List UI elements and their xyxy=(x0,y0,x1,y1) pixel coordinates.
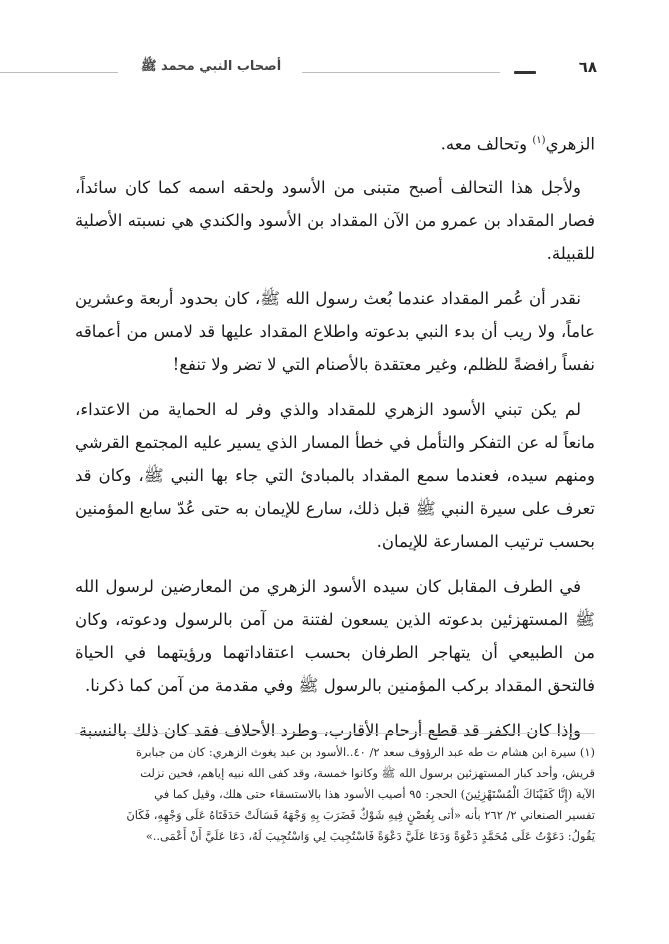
paragraph-6: وإذا كان الكفر قد قطع أرحام الأقارب، وطرد الأحلاف فقد كان ذلك بالنسبة xyxy=(78,720,581,740)
paragraph-5: في الطرف المقابل كان سيده الأسود الزهري من المعارضين لرسول الله ﷺ المستهزئين بدعوته الذين يسعون لفتنة من آمن بالرسول ودعوته، وكان من الطبيعي أن يتهاجر الطرفان بحسب اعتقاداتهما ورؤيتهما في الحياة فالتحق المقداد بركب المؤمنين بالرسول ﷺ وفي مقدمة من آمن كما ذكرنا. xyxy=(75,576,595,695)
running-header xyxy=(0,58,669,88)
paragraph-1 xyxy=(75,124,595,161)
book-title: أصحاب النبي محمد ﷺ xyxy=(140,59,282,74)
header-rule-left xyxy=(0,72,118,73)
header-dash xyxy=(514,71,536,74)
footnote-line-4: تفسير الصنعاني ٢/ ٢٦٢ بأنه «أتى بِغُصْنٍ فِيهِ شَوْكٌ فَضَرَبَ بِهِ وَجْهَهُ فَسَالَتْ حَدَقَتَاهُ عَلَى وَجْهِهِ، فَكَانَ xyxy=(126,808,595,822)
header-rule-middle xyxy=(302,72,500,73)
first-para-prefix: الزهري xyxy=(545,134,595,154)
footnote-line-5: يَقُولُ: دَعَوْتُ عَلَى مُحَمَّدٍ دَعْوَةً وَدَعَا عَلَيَّ دَعْوَةً فَاسْتُجِيبَ لِي وَاسْتُجِيبَ لَهُ، دَعَا عَلَيَّ أَنْ أَعْمَى..» xyxy=(145,829,595,843)
paragraph-1-text: وتحالف معه. xyxy=(440,134,528,154)
page-number: ٦٨ xyxy=(578,58,597,76)
footnote-line-1: (١) سيرة ابن هشام ت طه عبد الرؤوف سعد ٢/ ٤٠..الأسود بن عبد يغوث الزهري: كان من جبابرة xyxy=(135,745,595,759)
footnote-separator xyxy=(75,733,595,734)
body-text xyxy=(75,124,595,759)
paragraph-3: نقدر أن عُمر المقداد عندما بُعث رسول الله ﷺ، كان بحدود أربعة وعشرين عاماً، ولا ريب أن بدء النبي بدعوته واطلاع المقداد عليها قد لامس من أعماقه نفساً رافضةً للظلم، وغير معتقدة بالأصنام التي لا تضر ولا تنفع! xyxy=(75,288,595,374)
footnote-line-2: قريش، وأحد كبار المستهزئين برسول الله ﷺ وكانوا خمسة، وقد كفى الله نبيه إياهم، فحين نزلت xyxy=(140,766,595,780)
footnote-marker: (١) xyxy=(532,135,546,146)
paragraph-2: ولأجل هذا التحالف أصبح متبنى من الأسود ولحقه اسمه كما كان سائداً، فصار المقداد بن عمرو من الآن المقداد بن الأسود والكندي هي نسبته الأصلية للقبيلة. xyxy=(75,177,595,263)
footnote-line-3: الآية (إِنَّا كَفَيْنَاكَ الْمُسْتَهْزِئِينَ) الحجر: ٩٥ أصيب الأسود هذا بالاستسقاء حتى هلك، وقيل كما في xyxy=(154,787,595,801)
footnotes xyxy=(75,742,595,847)
paragraph-4: لم يكن تبني الأسود الزهري للمقداد والذي وفر له الحماية من الاعتداء، مانعاً له عن التفكر والتأمل في خطأ المسار الذي يسير عليه المجتمع القرشي ومنهم سيده، فعندما سمع المقداد بالمبادئ التي جاء بها النبي ﷺ، وكان قد تعرف على سيرة النبي ﷺ قبل ذلك، سارع للإيمان به حتى عُدّ سابع المؤمنين بحسب ترتيب المسارعة للإيمان. xyxy=(75,399,595,551)
